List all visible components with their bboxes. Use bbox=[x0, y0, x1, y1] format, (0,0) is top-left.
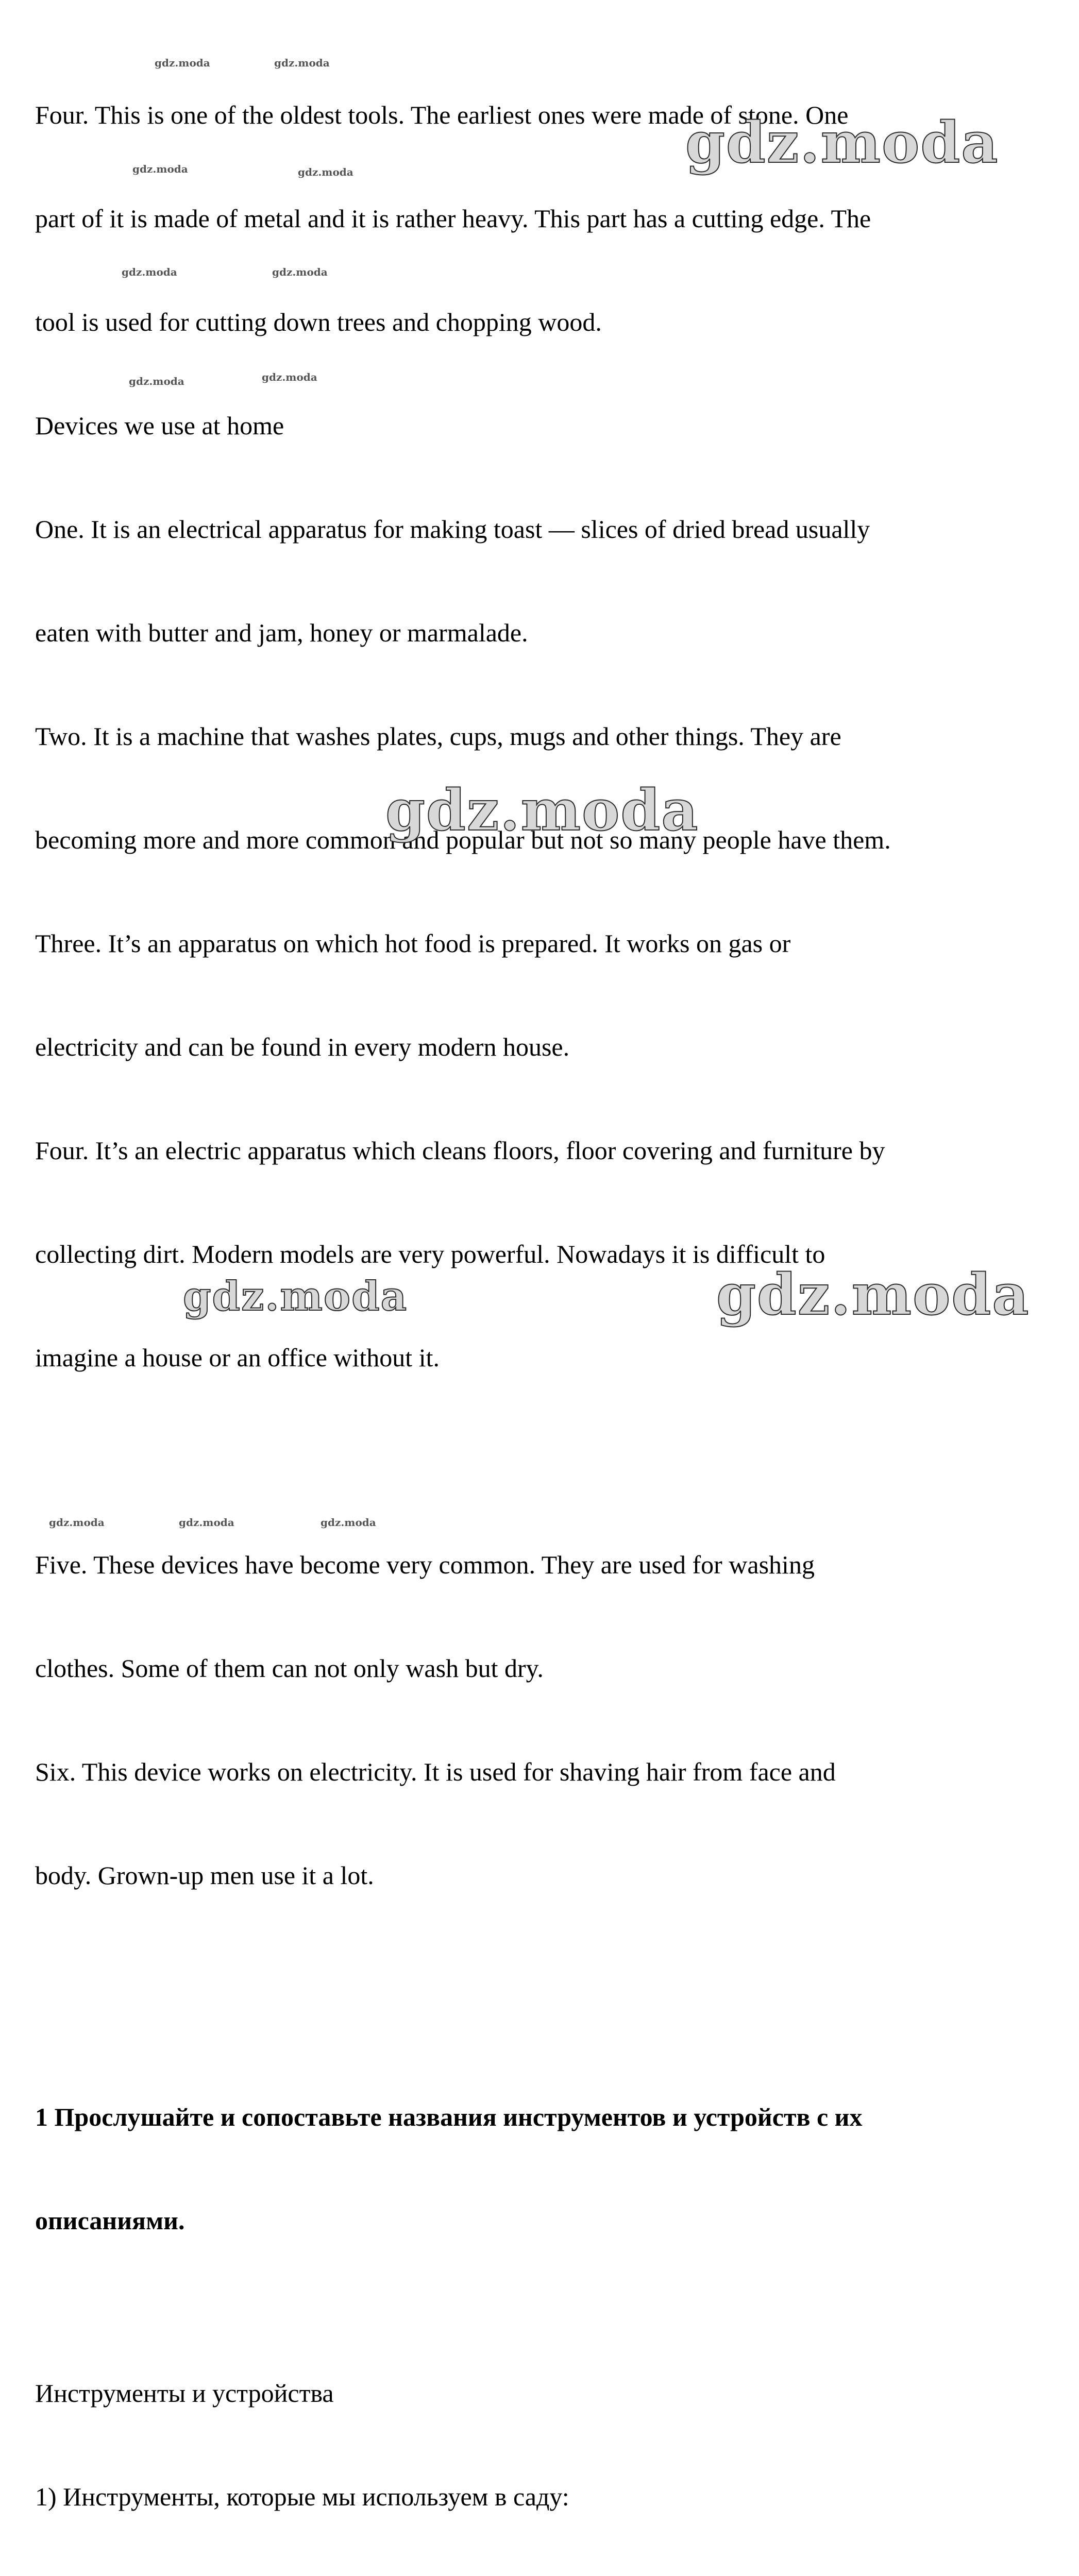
watermark-small: gdz.moda bbox=[179, 1516, 234, 1529]
text-line: clothes. Some of them can not only wash but dry. bbox=[35, 1654, 544, 1683]
spacer bbox=[35, 1444, 1045, 1479]
spacer bbox=[35, 1962, 1045, 2031]
watermark-logo: gdz.moda bbox=[685, 109, 999, 176]
text-line: One. It is an electrical apparatus for making toast — slices of dried bread usually bbox=[35, 515, 870, 544]
text-line: Four. It’s an electric apparatus which cleans floors, floor covering and furniture by bbox=[35, 1136, 885, 1165]
text-line: becoming more and more common and popular but not so many people have them. bbox=[35, 825, 891, 854]
task-heading-line: описаниями. bbox=[35, 2206, 185, 2235]
text-line: Three. It’s an apparatus on which hot food is prepared. It works on gas or bbox=[35, 929, 791, 958]
text-line: Two. It is a machine that washes plates, cups, mugs and other things. They are bbox=[35, 722, 841, 751]
watermark-logo: gdz.moda bbox=[183, 1273, 408, 1320]
watermark-small: gdz.moda bbox=[49, 1516, 105, 1529]
watermark-logo: gdz.moda bbox=[716, 1261, 1030, 1328]
task-heading-line: 1 Прослушайте и сопоставьте названия инструментов и устройств с их bbox=[35, 2103, 863, 2131]
watermark-small: gdz.moda bbox=[321, 1516, 376, 1529]
text-line: Five. These devices have become very common. They are used for washing bbox=[35, 1550, 815, 1579]
text-line: collecting dirt. Modern models are very powerful. Nowadays it is difficult to bbox=[35, 1240, 825, 1268]
watermark-small: gdz.moda bbox=[155, 57, 210, 69]
text-line: imagine a house or an office without it. bbox=[35, 1343, 440, 1372]
text-line: Six. This device works on electricity. It is used for shaving hair from face and bbox=[35, 1757, 836, 1786]
watermark-small: gdz.moda bbox=[122, 266, 177, 278]
task-heading bbox=[35, 2031, 1045, 2307]
english-passage-2 bbox=[35, 1479, 1045, 1962]
task-list bbox=[35, 2307, 1045, 2576]
section-heading-home-devices: Devices we use at home bbox=[35, 411, 284, 440]
text-line: electricity and can be found in every modern house. bbox=[35, 1032, 570, 1061]
text-line: Four. This is one of the oldest tools. The earliest ones were made of stone. One bbox=[35, 100, 849, 129]
watermark-small: gdz.moda bbox=[132, 163, 188, 175]
watermark-small: gdz.moda bbox=[298, 166, 353, 178]
text-column bbox=[35, 29, 1045, 2576]
task-line: 1) Инструменты, которые мы используем в саду: bbox=[35, 2482, 569, 2511]
watermark-small: gdz.moda bbox=[129, 375, 184, 387]
watermark-logo: gdz.moda bbox=[385, 777, 699, 843]
task-line: Инструменты и устройства bbox=[35, 2379, 334, 2408]
watermark-small: gdz.moda bbox=[272, 266, 328, 278]
watermark-small: gdz.moda bbox=[262, 371, 317, 383]
text-line: eaten with butter and jam, honey or marmalade. bbox=[35, 618, 528, 647]
watermark-small: gdz.moda bbox=[274, 57, 330, 69]
text-line: body. Grown-up men use it a lot. bbox=[35, 1861, 374, 1890]
text-line: part of it is made of metal and it is rather heavy. This part has a cutting edge. The bbox=[35, 204, 871, 233]
text-line: tool is used for cutting down trees and chopping wood. bbox=[35, 308, 602, 336]
english-passage-1 bbox=[35, 29, 1045, 1444]
